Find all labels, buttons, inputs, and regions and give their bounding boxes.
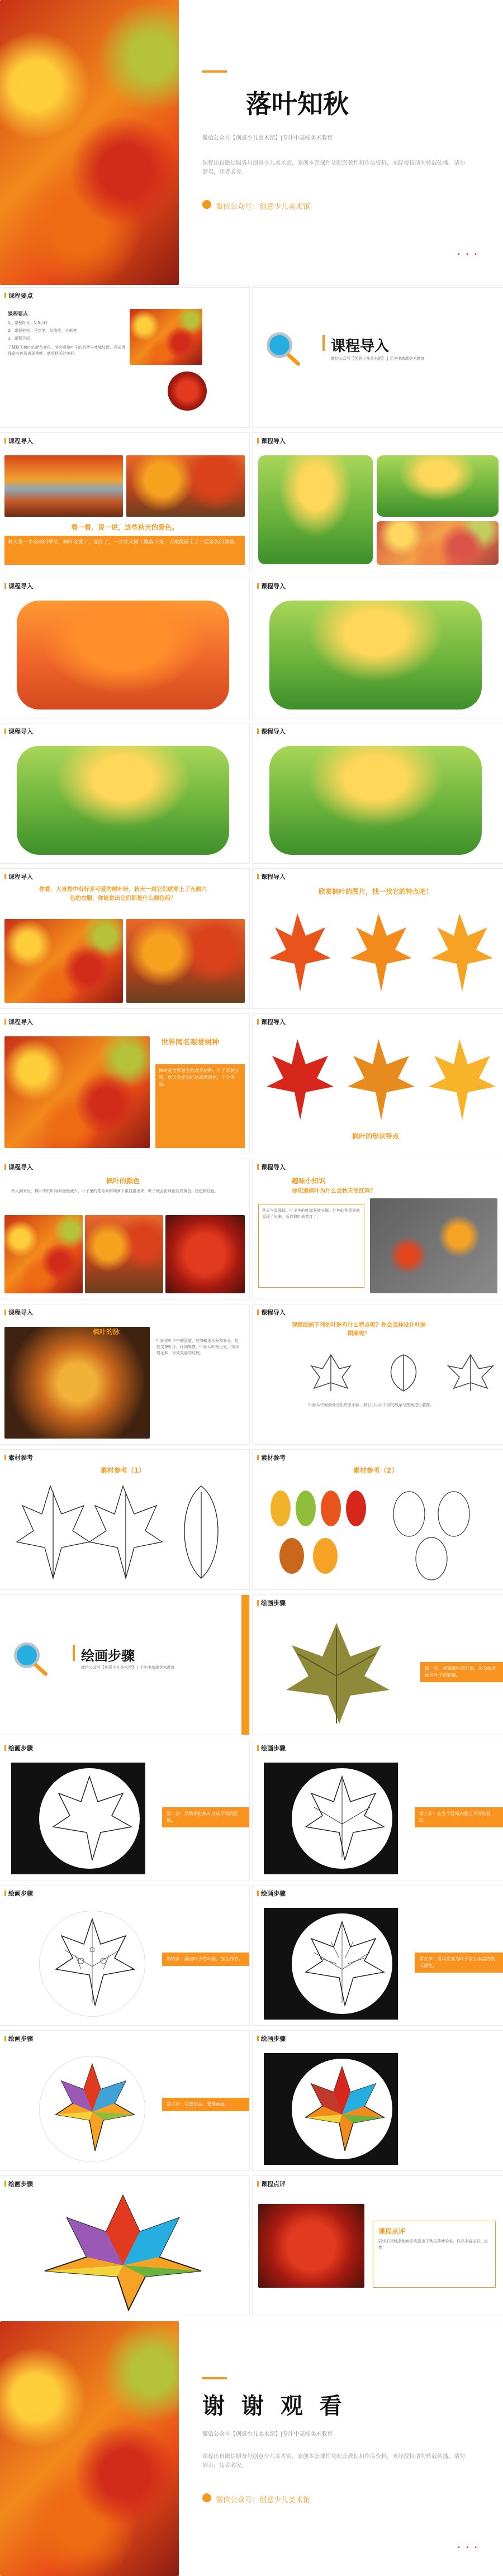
end-title: 谢 谢 观 看	[202, 2393, 347, 2419]
cartoon-girl-green-forest	[269, 601, 482, 710]
maple-color-text: 秋天到来后，枫叶中的叶绿素慢慢减少，叶子里的花青素和胡萝卜素显露出来，叶子就会由绿色变成黄色、橙色和红色。	[11, 1189, 219, 1193]
vein-text: 叶脉是叶子中的管道，能够输送水分和养分，也能支撑叶片。仔细观察，叶脉从叶柄出发，向四周延伸，形成美丽的纹理。	[156, 1339, 239, 1356]
slide-course-points	[0, 288, 249, 427]
slide-header: 绘画步骤	[4, 2034, 33, 2043]
step-5-pattern-leaf	[297, 1919, 387, 2008]
leaf-photo-small	[168, 372, 207, 411]
side-bar	[241, 1595, 249, 1735]
vein-design-text: 叶脉从中间向外分出许多小脉，我们可以用不同的线条与图案进行装饰。	[309, 1403, 434, 1407]
slide-world-famous	[0, 1014, 249, 1154]
slide-leaf-veins	[0, 1304, 249, 1444]
slide-header: 绘画步骤	[4, 2179, 33, 2188]
slide-header: 课程导入	[4, 436, 33, 445]
steps-subtitle: 微信公众号【创意少儿美术馆】 | 专注中高端美术教育	[81, 1665, 175, 1670]
step-3-outline	[297, 1774, 387, 1863]
vein-title: 枫叶的脉	[92, 1328, 120, 1336]
point-3: 3、课程目标：	[8, 336, 34, 341]
slide-header: 课程导入	[257, 872, 286, 881]
step-5-text: 第五步：用马克笔为叶子涂上丰富的秋天颜色。	[415, 1953, 503, 1973]
step-2-outline	[45, 1774, 134, 1863]
end-desc: 课程出自微信服务号创意少儿美术馆，原创本套课件及配套教程和作品资料，未经授权请勿转载传播。请勿倒卖，违者必究。	[202, 2454, 465, 2469]
reference-2-title: 素材参考（2）	[353, 1466, 398, 1474]
reference-1-title: 素材参考（1）	[100, 1466, 146, 1474]
slide-header: 课程导入	[4, 727, 33, 736]
cover-slide	[0, 0, 503, 285]
slide-header: 课程导入	[257, 1308, 286, 1317]
slide-header: 课程导入	[4, 1308, 33, 1317]
cartoon-girl-leaves	[17, 746, 229, 855]
cover-accent-bar	[202, 70, 227, 73]
world-famous-text: 枫树是世界著名的观赏树种，叶子掌状分裂，秋天会变成红色或橙黄色，十分美丽。	[155, 1064, 245, 1148]
slide-maple-shape	[253, 1014, 503, 1154]
end-dots: • • •	[457, 2545, 480, 2551]
maple-shape-illustration	[258, 1034, 499, 1126]
slide-header: 课程导入	[257, 582, 286, 591]
cover-dots: • • •	[457, 251, 480, 258]
color-photo-3	[165, 1215, 245, 1293]
slide-header: 课程导入	[257, 1163, 286, 1172]
slide-review	[253, 2176, 503, 2316]
cover-subtitle: 微信公众号【创意少儿美术馆】|专注中高端美术教育	[202, 135, 333, 141]
review-leaf-photo	[258, 2204, 364, 2288]
intro-subtitle: 微信公众号【创意少儿美术馆】 | 专注中高端美术教育	[331, 356, 425, 361]
review-title: 课程点评	[378, 2227, 406, 2235]
slide-reference-2	[253, 1450, 503, 1589]
leaves-photo-1	[4, 919, 123, 1003]
wechat-icon	[202, 2493, 211, 2502]
step-2-text: 第二步：用线条把枫叶分成不同的区域。	[162, 1807, 249, 1827]
slide-header: 绘画步骤	[4, 1889, 33, 1898]
final-colored-leaf	[297, 2064, 387, 2154]
title-bar	[322, 335, 325, 351]
cartoon-image-2	[377, 455, 499, 517]
slide-header: 绘画步骤	[257, 1598, 286, 1607]
color-photo-2	[85, 1215, 163, 1293]
slide-maple-color	[0, 1159, 249, 1299]
step-6-text: 第六步：完成作品，整理画面。	[162, 2098, 249, 2111]
slide-header: 课程导入	[4, 1163, 33, 1172]
slide-header: 课程要点	[4, 291, 33, 300]
slide-step-6	[0, 2031, 249, 2170]
artwork-colorful-leaf	[39, 2193, 207, 2313]
slide-header: 课程导入	[4, 1017, 33, 1026]
vein-sketches	[309, 1349, 499, 1394]
slide-reference-1	[0, 1450, 249, 1589]
maple-tree-photo	[4, 1036, 150, 1148]
magnifier-icon	[14, 1642, 40, 1668]
slide-header: 绘画步骤	[257, 2034, 286, 2043]
intro-title: 课程导入	[331, 338, 390, 355]
slide-intro-title	[253, 288, 503, 427]
end-subtitle: 微信公众号【创意少儿美术馆】|专注中高端美术教育	[202, 2431, 333, 2437]
title-bar	[73, 1645, 75, 1661]
slide-intro-cartoon-1	[253, 433, 503, 573]
fallen-leaves-photo	[370, 1198, 497, 1293]
step-4-pattern-leaf	[48, 1916, 137, 2011]
slide-header: 素材参考	[4, 1453, 33, 1462]
leaf-photo	[130, 309, 202, 365]
color-photo-1	[4, 1215, 83, 1293]
slide-step-5	[253, 1885, 503, 2025]
slide-header: 绘画步骤	[257, 1889, 286, 1898]
slide-header: 绘画步骤	[4, 1744, 33, 1753]
slide-intro-scenery	[0, 433, 249, 573]
point-2: 2、课程材料：马克笔、勾线笔、卡纸等	[8, 328, 77, 333]
step-6-colored-leaf	[48, 2061, 137, 2156]
step-1-text: 第一步：观察枫叶的外形，用勾线笔画出叶子的轮廓。	[420, 1662, 503, 1682]
world-famous-title: 世界闻名观赏树种	[160, 1039, 219, 1047]
slide-header: 素材参考	[257, 1453, 286, 1462]
slide-step-1	[253, 1595, 503, 1735]
scenery-text: 秋天是一个美丽的季节，树叶变黄了，变红了，一片片从树上飘落下来，大地像铺上了一层金色的地毯。	[4, 536, 245, 565]
maple-color-title: 枫叶的颜色	[106, 1177, 140, 1185]
slide-step-2	[0, 1740, 249, 1880]
slide-header: 课程导入	[4, 582, 33, 591]
reference-leaf-drawings-1	[11, 1480, 240, 1584]
slide-intro-cartoon-4	[0, 723, 249, 863]
slide-header: 课程点评	[257, 2179, 286, 2188]
forest-photo	[126, 455, 245, 517]
slide-steps-title	[0, 1595, 249, 1735]
maple-leaves-illustration	[258, 902, 499, 1003]
slide-intro-cartoon-3	[253, 578, 503, 718]
slide-step-4	[0, 1885, 249, 2025]
slide-header: 绘画步骤	[257, 1744, 286, 1753]
end-wechat: 微信公众号：创意少儿美术馆	[216, 2496, 311, 2504]
end-slide	[0, 2321, 503, 2576]
cover-title: 落叶知秋	[246, 89, 349, 119]
cover-wechat: 微信公众号：创意少儿美术馆	[216, 203, 311, 211]
slide-intro-cartoon-2	[0, 578, 249, 718]
fun-fact-text: 秋天气温降低，叶子中的叶绿素被分解，红色的花青素就显现了出来，所以枫叶就变红了。	[258, 1204, 364, 1288]
fun-fact-title: 趣味小知识	[292, 1177, 326, 1185]
scenery-caption: 看一看、说一说，这些秋天的景色。	[70, 523, 178, 531]
step-3-text: 第三步：在各个区域内画上不同的花纹。	[415, 1807, 503, 1827]
slide-vein-design	[253, 1304, 503, 1444]
fun-fact-question: 你知道枫叶为什么会秋天变红吗？	[292, 1188, 376, 1194]
slide-header: 课程导入	[257, 436, 286, 445]
leaves-photo-2	[126, 919, 245, 1003]
maple-shape-caption: 枫叶的形状特点	[352, 1132, 399, 1140]
goal-text: 了解秋天树叶的颜色变化，学会观察叶子的形状与叶脉纹理，尝试用线条与色彩表现落叶，感受秋天的美好。	[8, 345, 125, 356]
end-accent-bar	[202, 2377, 227, 2379]
vein-photo	[4, 1327, 150, 1439]
point-1: 1、课程时长：1.5小时	[8, 321, 48, 325]
magnifier-icon	[267, 332, 292, 358]
reference-leaf-drawings-2	[264, 1480, 493, 1584]
leaves-image	[377, 521, 499, 565]
slide-step-3	[253, 1740, 503, 1880]
points-title: 课程要点	[8, 312, 29, 317]
maple-prompt: 欣赏枫叶的图片，找一找它的特点吧！	[318, 888, 433, 896]
slide-maple-features	[253, 869, 503, 1008]
step-4-text: 第四步：画出叶子的叶脉，加上细节。	[162, 1953, 249, 1966]
steps-title: 绘画步骤	[81, 1648, 135, 1664]
step-1-leaf-photo	[275, 1620, 398, 1726]
cartoon-image-1	[258, 455, 373, 564]
leaves-question: 你看，大自然中有好多可爱的树叶呀，秋天一到它们就穿上了五颜六色的衣服，你能说出它们都是什么颜色吗？	[39, 887, 207, 902]
vein-design-question: 观察绘画下列的叶脉有什么特点呢？你会怎样设计叶脉图案呢？	[292, 1322, 426, 1337]
cover-desc: 课程出自微信服务号创意少儿美术馆，原创本套课件及配套教程和作品资料，未经授权请勿转载传播。请勿倒卖，违者必究。	[202, 160, 465, 175]
slide-intro-cartoon-5	[253, 723, 503, 863]
end-autumn-image	[0, 2321, 179, 2576]
cover-autumn-image	[0, 0, 179, 285]
review-text: 同学们用线条和色彩表现出了秋天落叶的美，作品丰富多彩，真棒！	[378, 2239, 488, 2250]
lake-photo	[4, 455, 123, 517]
slide-step-final	[253, 2031, 503, 2170]
slide-header: 课程导入	[4, 872, 33, 881]
slide-artwork	[0, 2176, 249, 2316]
slide-header: 课程导入	[257, 727, 286, 736]
cartoon-girl-red-forest	[17, 601, 229, 710]
wechat-icon	[202, 200, 211, 209]
slide-intro-leaves	[0, 869, 249, 1008]
slide-header: 课程导入	[257, 1017, 286, 1026]
cartoon-girl-collecting	[269, 746, 482, 855]
slide-fun-fact	[253, 1159, 503, 1299]
